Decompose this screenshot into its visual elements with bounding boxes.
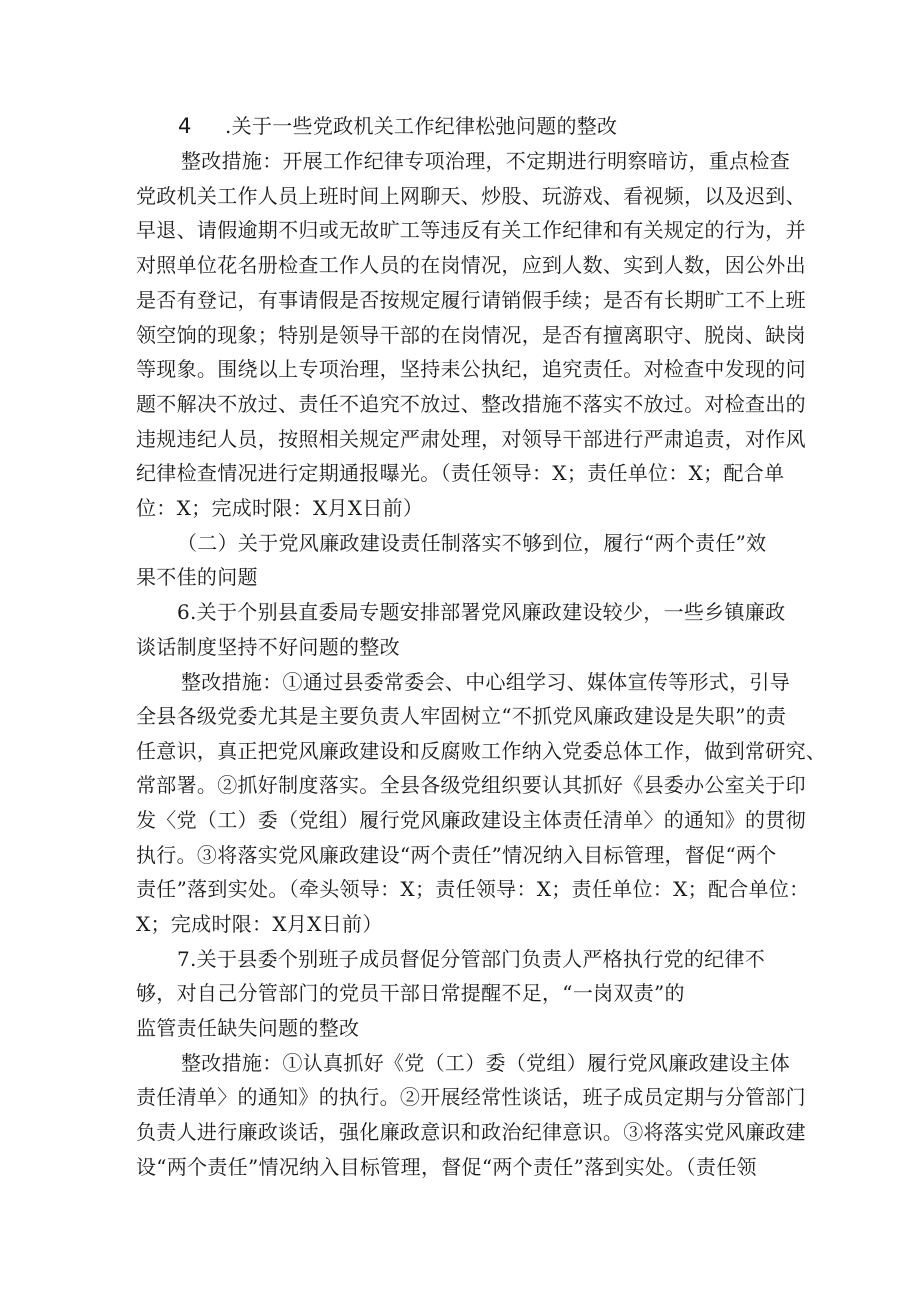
section-6-line: 责任”落到实处。（牵头领导：X；责任领导：X；责任单位：X；配合单位： xyxy=(136,877,810,901)
section-4-title: .关于一些党政机关工作纪律松弛问题的整改 xyxy=(225,114,618,138)
section-6-line: 全县各级党委尤其是主要负责人牢固树立“不抓党风廉政建设是失职”的责 xyxy=(136,704,787,728)
section-4-line: 领空饷的现象；特别是领导干部的在岗情况，是否有擅离职守、脱岗、缺岗 xyxy=(136,323,806,347)
section-7-title: 够，对自己分管部门的党员干部日常提醒不足，“一岗双责”的 xyxy=(136,981,685,1005)
section-6-line: X；完成时限：X月X日前） xyxy=(136,912,383,936)
section-4-line: 纪律检查情况进行定期通报曝光。（责任领导：X；责任单位：X；配合单 xyxy=(136,461,785,485)
section-4-line: 党政机关工作人员上班时间上网聊天、炒股、玩游戏、看视频，以及迟到、 xyxy=(136,184,806,208)
part-2-heading: 果不佳的问题 xyxy=(136,565,258,589)
section-4-line: 题不解决不放过、责任不追究不放过、整改措施不落实不放过。对检查出的 xyxy=(136,392,806,416)
section-6-line: 常部署。②抓好制度落实。全县各级党组织要认其抓好《县委办公室关于印 xyxy=(136,773,806,797)
section-7-line: 整改措施：①认真抓好《党（工）委（党组）履行党风廉政建设主体 xyxy=(181,1051,790,1075)
section-6-line: 执行。③将落实党风廉政建设“两个责任”情况纳入目标管理，督促“两个 xyxy=(136,843,777,867)
section-7-line: 设“两个责任”情况纳入目标管理，督促“两个责任”落到实处。（责任领 xyxy=(136,1155,757,1179)
section-4-line: 整改措施：开展工作纪律专项治理，不定期进行明察暗访，重点检查 xyxy=(181,149,790,173)
section-4-line: 早退、请假逾期不归或无故旷工等违反有关工作纪律和有关规定的行为，并 xyxy=(136,218,806,242)
section-7-line: 责任清单〉的通知》的执行。②开展经常性谈话，班子成员定期与分管部门 xyxy=(136,1085,806,1109)
section-4-number: 4 xyxy=(178,114,192,138)
section-4-line: 对照单位花名册检查工作人员的在岗情况，应到人数、实到人数，因公外出 xyxy=(136,253,806,277)
section-6-line: 发〈党（工）委（党组）履行党风廉政建设主体责任清单〉的通知》的贯彻 xyxy=(136,808,806,832)
section-4-line: 等现象。围绕以上专项治理，坚持耒公执纪，追究责任。对检查中发现的问 xyxy=(136,357,806,381)
section-4-line: 是否有登记，有事请假是否按规定履行请销假手续；是否有长期旷工不上班 xyxy=(136,288,806,312)
section-6-title: 6.关于个别县直委局专题安排部署党风廉政建设较少，一些乡镇廉政 xyxy=(177,600,786,624)
section-4-line: 位：X；完成时限：X月X日前） xyxy=(136,496,424,520)
section-4-line: 违规违纪人员，按照相关规定严肃处理，对领导干部进行严肃追责，对作风 xyxy=(136,427,806,451)
section-7-line: 负责人进行廉政谈话，强化廉政意识和政治纪律意识。③将落实党风廉政建 xyxy=(136,1120,806,1144)
section-6-title: 谈话制度坚持不好问题的整改 xyxy=(136,635,400,659)
section-6-line: 整改措施：①通过县委常委会、中心组学习、媒体宣传等形式，引导 xyxy=(181,670,790,694)
section-6-line: 任意识，真正把党风廉政建设和反腐败工作纳入党委总体工作，做到常研究、 xyxy=(136,739,827,763)
part-2-heading: （二）关于党风廉政建设责任制落实不够到位，履行“两个责任”效 xyxy=(177,531,767,555)
section-7-title: 监管责任缺失问题的整改 xyxy=(136,1016,360,1040)
section-7-title: 7.关于县委个别班子成员督促分管部门负责人严格执行党的纪律不 xyxy=(177,947,766,971)
